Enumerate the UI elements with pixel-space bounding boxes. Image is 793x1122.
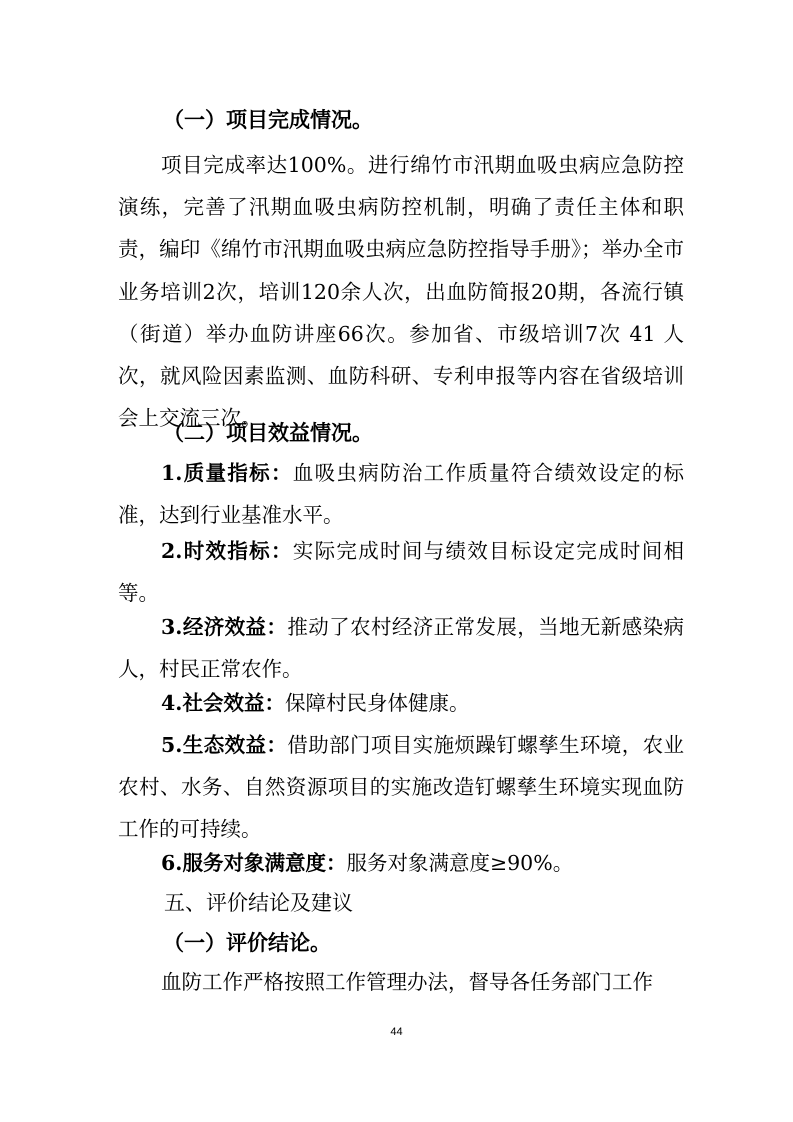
heading-project-completion: （一）项目完成情况。 — [163, 107, 373, 132]
paragraph-evaluation-conclusion: 血防工作严格按照工作管理办法，督导各任务部门工作 — [161, 970, 654, 994]
benefit-item-social — [118, 682, 684, 724]
benefit-item-satisfaction — [118, 842, 684, 884]
benefit-label: 1.质量指标： — [161, 461, 293, 485]
paragraph-project-completion: 项目完成率达100%。进行绵竹市汛期血吸虫病应急防控演练，完善了汛期血吸虫病防控机制，明确了责任主体和职责，编印《绵竹市汛期血吸虫病应急防控指导手册》；举办全市业务培训2次，培训120余人次，出血防简报20期，各流行镇（街道）举办血防讲座66次。参加省、市级培训7次 41 人次，就风险因素监测、血防科研、专利申报等内容在省级培训会上交流三次。 — [118, 153, 684, 431]
page-number: 44 — [390, 1026, 403, 1038]
benefit-text: 实际完成时间与绩效目标设定完成时间相等。 — [118, 539, 685, 606]
benefit-text: 保障村民身体健康。 — [284, 691, 470, 715]
heading-evaluation-conclusion: （一）评价结论。 — [163, 930, 331, 955]
section-title-conclusions: 五、评价结论及建议 — [164, 891, 353, 915]
benefit-text: 服务对象满意度≥90%。 — [346, 851, 574, 875]
benefit-label: 4.社会效益： — [161, 691, 285, 715]
benefit-label: 6.服务对象满意度： — [161, 851, 347, 875]
benefit-item-ecological — [118, 724, 684, 851]
benefit-text: 血吸虫病防治工作质量符合绩效设定的标准，达到行业基准水平。 — [118, 461, 685, 528]
benefit-item-quality — [118, 452, 684, 536]
benefit-label: 3.经济效益： — [161, 615, 288, 639]
benefit-item-timeliness — [118, 530, 684, 614]
heading-project-benefits: （二）项目效益情况。 — [163, 420, 373, 445]
benefit-label: 2.时效指标： — [161, 539, 293, 563]
benefit-label: 5.生态效益： — [161, 733, 288, 757]
benefit-text: 推动了农村经济正常发展，当地无新感染病人，村民正常农作。 — [118, 615, 685, 682]
benefit-item-economic — [118, 606, 684, 690]
benefit-text: 借助部门项目实施烦躁钉螺孳生环境，农业农村、水务、自然资源项目的实施改造钉螺孳生环境实现血防工作的可持续。 — [118, 733, 685, 842]
